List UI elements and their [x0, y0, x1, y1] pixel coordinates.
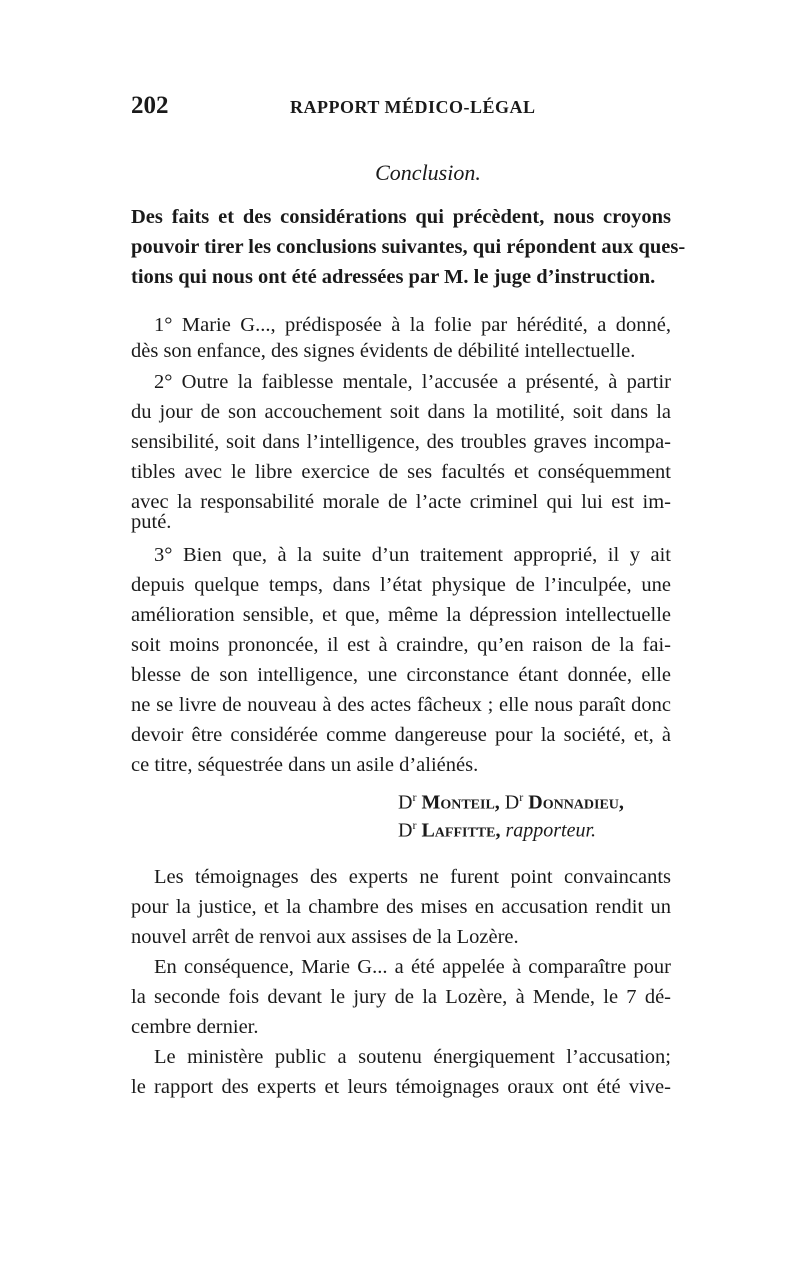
text-line: devoir être considérée comme dangereuse pour la société, et, à — [131, 724, 671, 746]
rapporteur-label: rapporteur. — [505, 819, 597, 842]
text-line: ne se livre de nouveau à des actes fâcheux ; elle nous paraît donc — [131, 694, 671, 716]
text-line: du jour de son accouchement soit dans la motilité, soit dans la — [131, 401, 671, 423]
text-line: 2° Outre la faiblesse mentale, l’accusée a présenté, à partir — [154, 371, 671, 393]
dr-title: D — [398, 791, 413, 814]
text-line: puté. — [131, 511, 172, 533]
signatory-donnadieu: Donnadieu, — [528, 791, 624, 814]
section-heading — [0, 160, 800, 186]
signatory-laffitte: Laffitte, — [421, 819, 501, 842]
signature-line-2 — [398, 818, 596, 843]
dr-title: D — [398, 819, 413, 842]
text-line: pouvoir tirer les conclusions suivantes, qui répondent aux ques- — [131, 236, 686, 258]
page-number: 202 — [131, 92, 169, 119]
text-line: tions qui nous ont été adressées par M. le juge d’instruction. — [131, 266, 656, 288]
dr-title: D — [504, 791, 520, 814]
text-line: nouvel arrêt de renvoi aux assises de la Lozère. — [131, 926, 519, 948]
running-title: RAPPORT MÉDICO-LÉGAL — [290, 97, 536, 117]
text-line: ce titre, séquestrée dans un asile d’aliénés. — [131, 754, 479, 776]
text-line: Le ministère public a soutenu énergiquement l’accusation; — [154, 1046, 671, 1068]
text-line: pour la justice, et la chambre des mises en accusation rendit un — [131, 896, 671, 918]
text-line: soit moins prononcée, il est à craindre, qu’en raison de la fai- — [131, 634, 671, 656]
signature-line-1 — [398, 790, 624, 815]
text-line: Les témoignages des experts ne furent point convaincants — [154, 866, 671, 888]
text-line: le rapport des experts et leurs témoignages oraux ont été vive- — [131, 1076, 671, 1098]
dr-title-suffix: r — [412, 790, 417, 804]
text-line: En conséquence, Marie G... a été appelée à comparaître pour — [154, 956, 671, 978]
text-line: 3° Bien que, à la suite d’un traitement approprié, il y ait — [154, 544, 671, 566]
text-line: sensibilité, soit dans l’intelligence, des troubles graves incompa- — [131, 431, 671, 453]
signatory-monteil: Monteil, — [421, 791, 500, 814]
dr-title-suffix: r — [412, 818, 417, 832]
text-line: dès son enfance, des signes évidents de débilité intellectuelle. — [131, 340, 636, 362]
text-line: blesse de son intelligence, une circonstance étant donnée, elle — [131, 664, 671, 686]
text-line: la seconde fois devant le jury de la Lozère, à Mende, le 7 dé- — [131, 986, 671, 1008]
text-line: depuis quelque temps, dans l’état physique de l’inculpée, une — [131, 574, 671, 596]
text-line: 1° Marie G..., prédisposée à la folie par hérédité, a donné, — [154, 314, 671, 336]
dr-title-suffix: r — [519, 790, 524, 804]
text-line: avec la responsabilité morale de l’acte criminel qui lui est im- — [131, 491, 671, 513]
text-line: amélioration sensible, et que, même la dépression intellectuelle — [131, 604, 671, 626]
text-line: tibles avec le libre exercice de ses facultés et conséquemment — [131, 461, 671, 483]
section-heading-text: Conclusion. — [375, 160, 481, 185]
page-header — [131, 92, 671, 120]
text-line: Des faits et des considérations qui précèdent, nous croyons — [131, 206, 671, 228]
text-line: cembre dernier. — [131, 1016, 259, 1038]
